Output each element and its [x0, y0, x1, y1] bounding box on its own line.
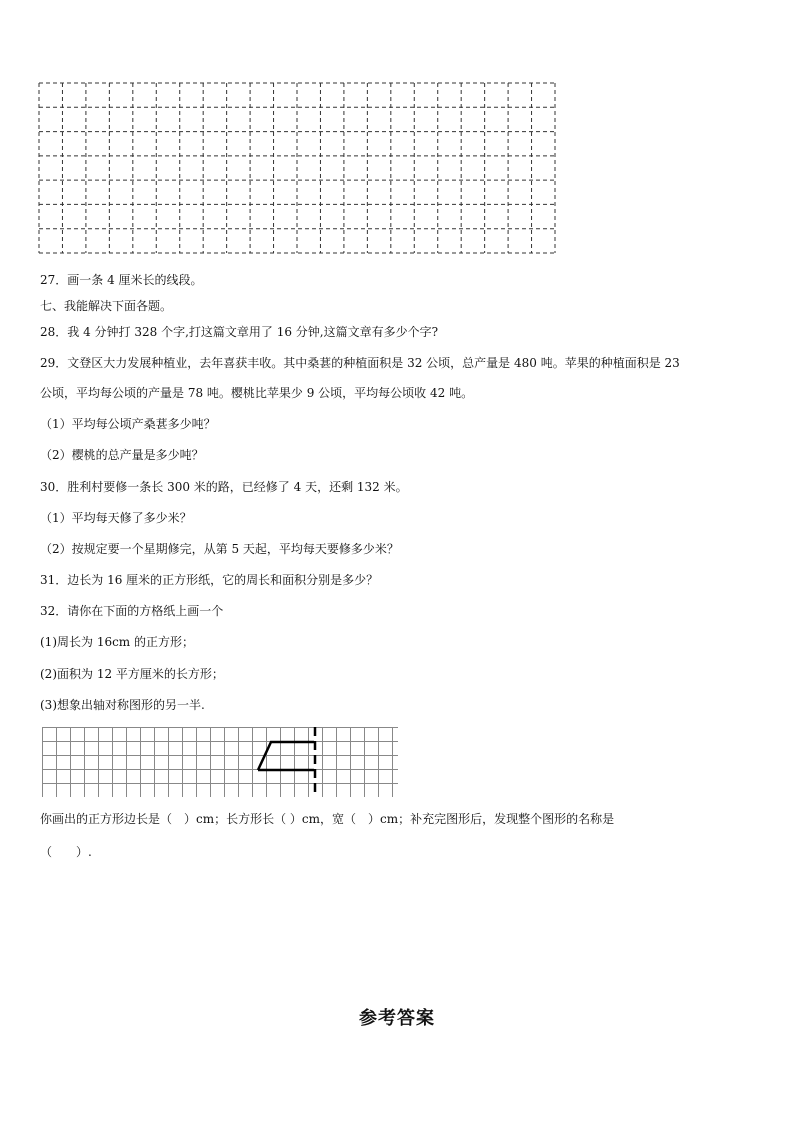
question-32-item1: (1)周长为 16cm 的正方形；: [40, 635, 194, 649]
dashed-writing-grid: [38, 82, 556, 254]
question-29-line1: 29．文登区大力发展种植业，去年喜获丰收。其中桑葚的种植面积是 32 公顷，总产量是 480 吨。苹果的种植面积是 23: [40, 356, 680, 370]
question-32-item2: (2)面积为 12 平方厘米的长方形；: [40, 667, 224, 681]
question-28: 28．我 4 分钟打 328 个字,打这篇文章用了 16 分钟,这篇文章有多少个字?: [40, 325, 439, 339]
question-32-item3: (3)想象出轴对称图形的另一半.: [40, 698, 205, 712]
square-grid-paper: [42, 727, 398, 797]
question-30-part1: （1）平均每天修了多少米？: [40, 511, 192, 525]
question-32-blank: （ ）.: [40, 845, 92, 859]
question-29-part1: （1）平均每公顷产桑葚多少吨？: [40, 417, 216, 431]
question-29-part2: （2）樱桃的总产量是多少吨？: [40, 448, 204, 462]
question-30-part2: （2）按规定要一个星期修完，从第 5 天起，平均每天要修多少米？: [40, 542, 399, 556]
question-27: 27．画一条 4 厘米长的线段。: [40, 273, 203, 287]
question-32: 32．请你在下面的方格纸上画一个: [40, 604, 224, 618]
question-29-line2: 公顷，平均每公顷的产量是 78 吨。樱桃比苹果少 9 公顷，平均每公顷收 42 吨。: [40, 386, 474, 400]
question-30: 30．胜利村要修一条长 300 米的路，已经修了 4 天，还剩 132 米。: [40, 480, 408, 494]
question-32-fill-in: 你画出的正方形边长是（ ）cm；长方形长（ ）cm，宽（ ）cm；补充完图形后，发现整个图形的名称是: [40, 812, 615, 826]
question-31: 31．边长为 16 厘米的正方形纸，它的周长和面积分别是多少？: [40, 573, 379, 587]
answer-section-title: 参考答案: [359, 1008, 435, 1029]
section-7-heading: 七、我能解决下面各题。: [40, 299, 173, 313]
